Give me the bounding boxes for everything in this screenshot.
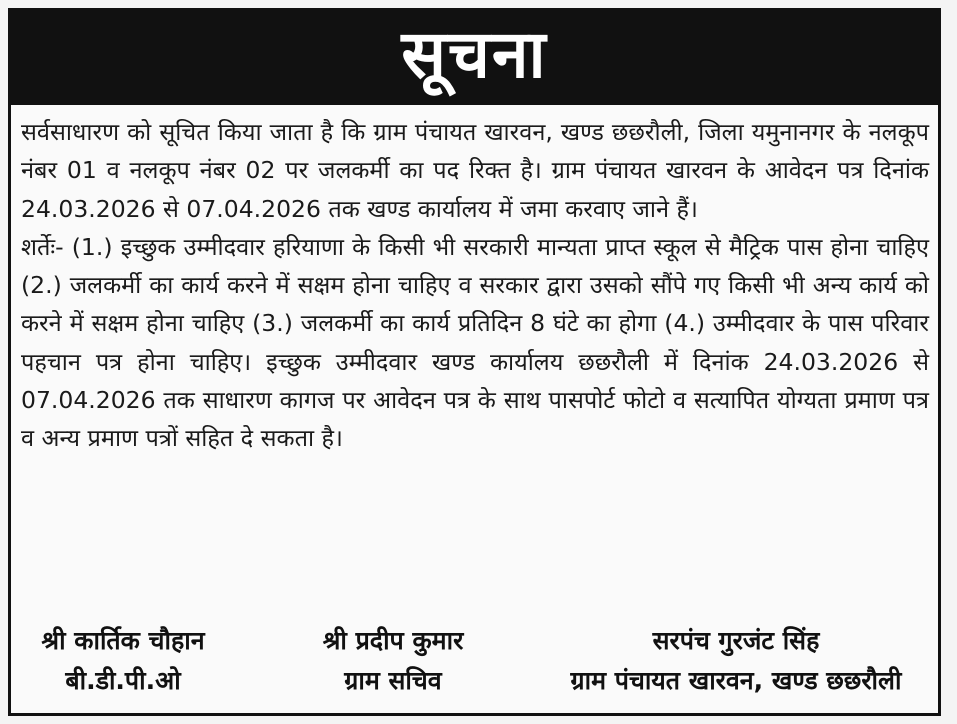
signatory-name: श्री प्रदीप कुमार bbox=[322, 626, 464, 655]
signatory-role: ग्राम पंचायत खारवन, खण्ड छछरौली bbox=[570, 666, 902, 695]
notice-body bbox=[21, 113, 929, 458]
signatory-name: श्री कार्तिक चौहान bbox=[41, 626, 205, 655]
signatory-bdpo bbox=[13, 621, 233, 701]
notice-paragraph-announcement: सर्वसाधारण को सूचित किया जाता है कि ग्राम पंचायत खारवन, खण्ड छछरौली, जिला यमुनानगर के नलकूप नंबर 01 व नलकूप नंबर 02 पर जलकर्मी का पद रिक्त है। ग्राम पंचायत खारवन के आवेदन पत्र दिनांक 24.03.2026 से 07.04.2026 तक खण्ड कार्यालय में जमा करवाए जाने हैं। bbox=[21, 118, 929, 223]
signatory-role: बी.डी.पी.ओ bbox=[65, 666, 181, 695]
notice-box bbox=[8, 8, 941, 716]
signatory-name: सरपंच गुरजंट सिंह bbox=[652, 626, 820, 655]
notice-title: सूचना bbox=[401, 16, 548, 93]
signatory-sarpanch bbox=[531, 621, 941, 701]
notice-paragraph-conditions: शर्तेः- (1.) इच्छुक उम्मीदवार हरियाणा के किसी भी सरकारी मान्यता प्राप्त स्कूल से मैट्रिक पास होना चाहिए (2.) जलकर्मी का कार्य करने में सक्षम होना चाहिए व सरकार द्वारा उसको सौंपे गए किसी भी अन्य कार्य को करने में सक्षम होना चाहिए (3.) जलकर्मी का कार्य प्रतिदिन 8 घंटे का होगा (4.) उम्मीदवार के पास परिवार पहचान पत्र होना चाहिए। इच्छुक उम्मीदवार खण्ड कार्यालय छछरौली में दिनांक 24.03.2026 से 07.04.2026 तक साधारण कागज पर आवेदन पत्र के साथ पासपोर्ट फोटो व सत्यापित योग्यता प्रमाण पत्र व अन्य प्रमाण पत्रों सहित दे सकता है। bbox=[21, 232, 929, 453]
signature-block bbox=[11, 621, 938, 713]
signatory-gram-sachiv bbox=[273, 621, 513, 701]
signatory-role: ग्राम सचिव bbox=[344, 666, 442, 695]
title-bar bbox=[11, 11, 938, 105]
